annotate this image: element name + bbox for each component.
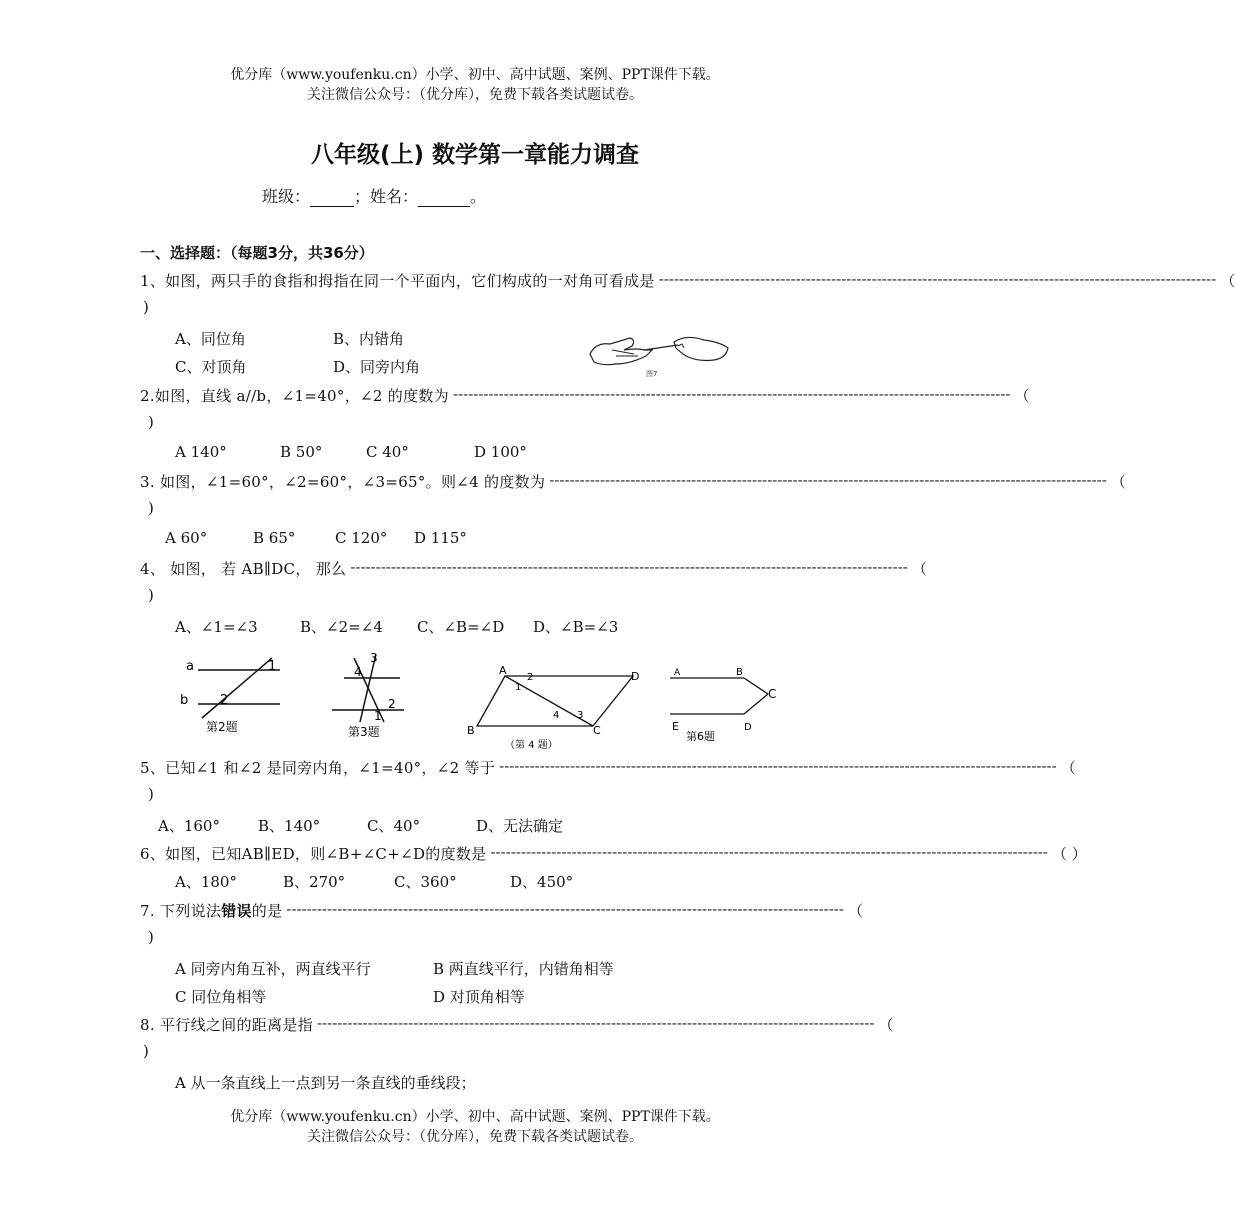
svg-text:B: B <box>736 667 743 678</box>
header-line-2: 关注微信公众号：（优分库），免费下载各类试题试卷。 <box>307 87 643 103</box>
option-d[interactable]: D、同旁内角 <box>333 358 421 376</box>
option-d[interactable]: D 100° <box>474 443 527 461</box>
page-title: 八年级(上) 数学第一章能力调查 <box>310 142 640 168</box>
option-b[interactable]: B、∠2=∠4 <box>300 618 383 636</box>
svg-text:2: 2 <box>527 672 534 683</box>
hands-figure-label: 图7 <box>646 370 658 378</box>
question-stem: 2.如图，直线 a//b，∠1=40°，∠2 的度数为 <box>140 387 449 405</box>
footer-line-1: 优分库（www.youfenku.cn）小学、初中、高中试题、案例、PPT课件下载。 <box>230 1109 720 1125</box>
footer-line-2: 关注微信公众号：（优分库），免费下载各类试题试卷。 <box>307 1129 643 1145</box>
figure-q6 <box>664 664 784 746</box>
svg-text:b: b <box>180 693 189 708</box>
svg-text:3: 3 <box>577 710 584 721</box>
question-4: 4、 如图， 若 AB∥DC， 那么 -------------------------------------------------------------------------------------------------------------- （ <box>140 558 927 578</box>
question-stem: 8. 平行线之间的距离是指 <box>140 1016 313 1034</box>
header-line-1: 优分库（www.youfenku.cn）小学、初中、高中试题、案例、PPT课件下载。 <box>230 67 720 83</box>
option-a[interactable]: A 同旁内角互补，两直线平行 <box>175 960 371 978</box>
option-b[interactable]: B 65° <box>253 529 296 547</box>
class-label: 班级： <box>262 187 311 206</box>
class-blank[interactable] <box>310 187 354 207</box>
option-d[interactable]: D、无法确定 <box>476 817 564 835</box>
question-8: 8. 平行线之间的距离是指 -------------------------------------------------------------------------------------------------------------- （ <box>140 1014 894 1034</box>
svg-text:2: 2 <box>220 693 229 708</box>
svg-text:4: 4 <box>354 665 362 679</box>
option-a[interactable]: A、同位角 <box>175 330 246 348</box>
figure-q3 <box>326 650 406 742</box>
question-stem: 4、 如图， 若 AB∥DC， 那么 <box>140 560 347 578</box>
question-1: 1、如图，两只手的食指和拇指在同一个平面内，它们构成的一对角可看成是 -------------------------------------------------------------------------------------------------------------- （ <box>140 270 1235 290</box>
question-stem: 6、如图，已知AB∥ED，则∠B+∠C+∠D的度数是 <box>140 845 487 863</box>
figure-q4 <box>465 660 645 752</box>
option-a[interactable]: A 从一条直线上一点到另一条直线的垂线段； <box>175 1074 476 1092</box>
svg-text:1: 1 <box>374 709 382 723</box>
option-c[interactable]: C 120° <box>335 529 388 547</box>
svg-text:A: A <box>499 664 507 677</box>
option-b[interactable]: B 两直线平行，内错角相等 <box>433 960 614 978</box>
svg-text:1: 1 <box>268 659 277 674</box>
option-a[interactable]: A、∠1=∠3 <box>175 618 258 636</box>
svg-text:4: 4 <box>553 710 560 721</box>
svg-text:A: A <box>674 668 681 678</box>
option-c[interactable]: C、40° <box>367 817 421 835</box>
svg-text:2: 2 <box>388 697 396 711</box>
figure-caption: 第3题 <box>348 725 380 739</box>
student-info: 班级： ；姓名： 。 <box>262 187 487 206</box>
option-c[interactable]: C 40° <box>366 443 409 461</box>
question-stem: 5、已知∠1 和∠2 是同旁内角，∠1=40°，∠2 等于 <box>140 759 496 777</box>
question-3: 3. 如图，∠1=60°，∠2=60°，∠3=65°。则∠4 的度数为 -------------------------------------------------------------------------------------------------------------- （ <box>140 471 1126 491</box>
svg-text:D: D <box>631 670 640 683</box>
svg-text:1: 1 <box>515 682 522 693</box>
option-a[interactable]: A、160° <box>158 817 220 835</box>
question-stem: 1、如图，两只手的食指和拇指在同一个平面内，它们构成的一对角可看成是 <box>140 272 655 290</box>
option-b[interactable]: B、内错角 <box>333 330 405 348</box>
svg-text:3: 3 <box>370 651 378 665</box>
option-c[interactable]: C、∠B=∠D <box>417 618 505 636</box>
option-a[interactable]: A 140° <box>175 443 227 461</box>
option-c[interactable]: C、对顶角 <box>175 358 247 376</box>
option-d[interactable]: D 对顶角相等 <box>433 988 525 1006</box>
section-heading: 一、选择题：（每题3分，共36分） <box>140 244 374 262</box>
svg-text:C: C <box>593 724 601 737</box>
figure-caption: （第 4 题） <box>505 740 558 751</box>
option-c[interactable]: C、360° <box>394 873 457 891</box>
question-7: 7. 下列说法错误的是 -------------------------------------------------------------------------------------------------------------- （ <box>140 900 863 920</box>
option-b[interactable]: B、140° <box>258 817 321 835</box>
option-b[interactable]: B 50° <box>280 443 323 461</box>
question-6: 6、如图，已知AB∥ED，则∠B+∠C+∠D的度数是 -------------------------------------------------------------------------------------------------------------- （ ） <box>140 843 1087 863</box>
figure-caption: 第2题 <box>206 720 238 734</box>
svg-text:E: E <box>672 720 679 733</box>
option-d[interactable]: D 115° <box>414 529 467 547</box>
option-d[interactable]: D、∠B=∠3 <box>533 618 619 636</box>
svg-text:D: D <box>744 722 752 733</box>
figure-q2 <box>176 656 286 736</box>
name-label: ；姓名： <box>354 187 419 206</box>
question-stem: 7. 下列说法错误的是 <box>140 902 283 920</box>
figure-caption: 第6题 <box>686 730 715 743</box>
question-2: 2.如图，直线 a//b，∠1=40°，∠2 的度数为 -------------------------------------------------------------------------------------------------------------- （ <box>140 385 1030 405</box>
option-c[interactable]: C 同位角相等 <box>175 988 267 1006</box>
hands-figure <box>586 328 736 378</box>
svg-text:a: a <box>186 659 194 674</box>
transversal <box>202 658 272 718</box>
question-stem: 3. 如图，∠1=60°，∠2=60°，∠3=65°。则∠4 的度数为 <box>140 473 546 491</box>
svg-text:B: B <box>467 724 475 737</box>
option-d[interactable]: D、450° <box>510 873 574 891</box>
question-5: 5、已知∠1 和∠2 是同旁内角，∠1=40°，∠2 等于 -------------------------------------------------------------------------------------------------------------- （ <box>140 757 1076 777</box>
option-a[interactable]: A 60° <box>165 529 208 547</box>
option-a[interactable]: A、180° <box>175 873 237 891</box>
name-blank[interactable] <box>418 187 470 207</box>
option-b[interactable]: B、270° <box>283 873 346 891</box>
svg-text:C: C <box>768 687 777 701</box>
